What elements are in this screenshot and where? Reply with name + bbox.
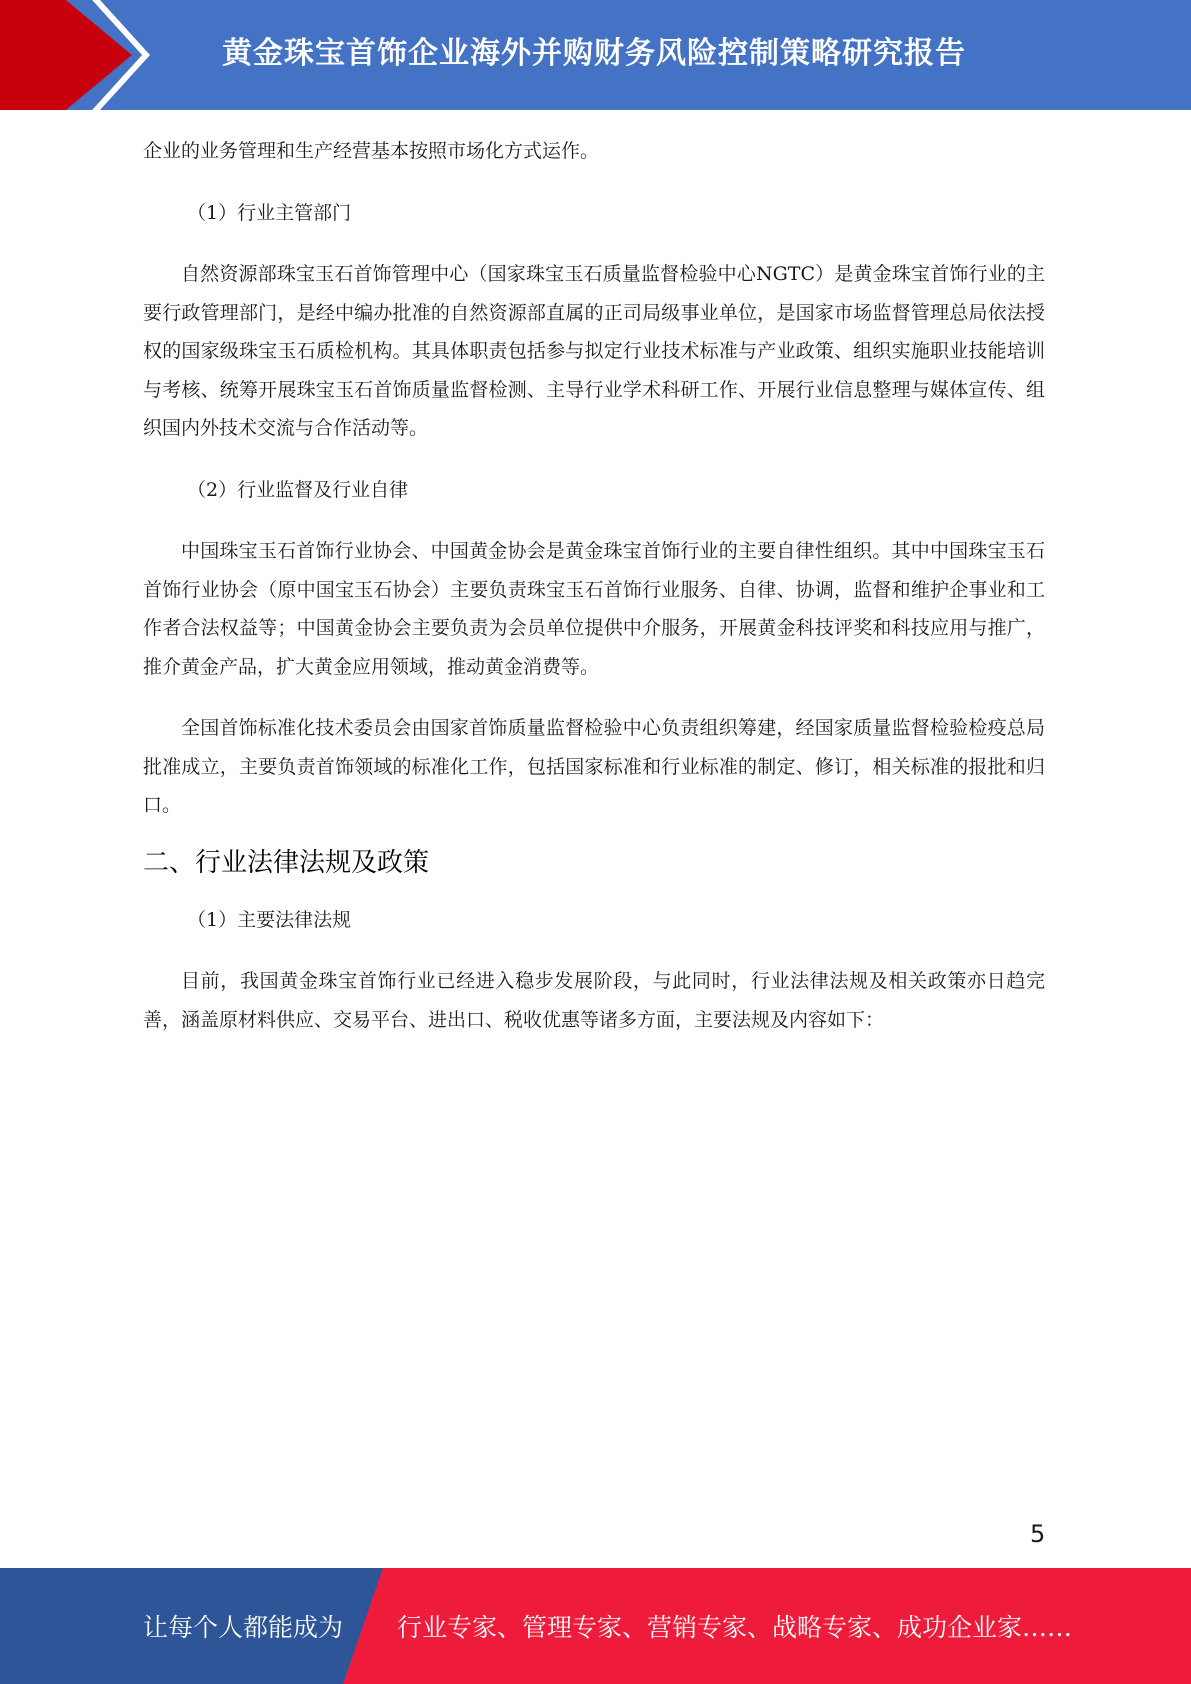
intro-paragraph: 企业的业务管理和生产经营基本按照市场化方式运作。 [143, 140, 600, 162]
report-title: 黄金珠宝首饰企业海外并购财务风险控制策略研究报告 [222, 36, 966, 71]
paragraph-ngtc: 自然资源部珠宝玉石首饰管理中心（国家珠宝玉石质量监督检验中心NGTC）是黄金珠宝首饰行业的主要行政管理部门，是经中编办批准的自然资源部直属的正司局级事业单位，是国家市场监督管理总局依法授权的国家级珠宝玉石质检机构。其具体职责包括参与拟定行业技术标准与产业政策、组织实施职业技能培训与考核、统筹开展珠宝玉石首饰质量监督检测、主导行业学术科研工作、开展行业信息整理与媒体宣传、组织国内外技术交流与合作活动等。 [143, 263, 1045, 439]
section-title: 二、行业法律法规及政策 [143, 847, 430, 878]
footer-slogan-left: 让每个人都能成为 [143, 1613, 344, 1642]
footer-slogan-right: 行业专家、管理专家、营销专家、战略专家、成功企业家…… [397, 1613, 1073, 1642]
subheading-industry-supervision: （2）行业监督及行业自律 [187, 478, 409, 501]
page-header [0, 0, 1191, 110]
paragraph-associations: 中国珠宝玉石首饰行业协会、中国黄金协会是黄金珠宝首饰行业的主要自律性组织。其中中国珠宝玉石首饰行业协会（原中国宝玉石协会）主要负责珠宝玉石首饰行业服务、自律、协调，监督和维护企事业和工作者合法权益等；中国黄金协会主要负责为会员单位提供中介服务，开展黄金科技评奖和科技应用与推广，推介黄金产品，扩大黄金应用领域，推动黄金消费等。 [143, 540, 1045, 678]
document-body [143, 132, 1045, 1039]
page-footer [0, 1568, 1191, 1684]
paragraph-standards-committee: 全国首饰标准化技术委员会由国家首饰质量监督检验中心负责组织筹建，经国家质量监督检验检疫总局批准成立，主要负责首饰领域的标准化工作，包括国家标准和行业标准的制定、修订，相关标准的报批和归口。 [143, 717, 1045, 816]
subheading-main-laws: （1）主要法律法规 [187, 908, 352, 931]
subheading-industry-authority: （1）行业主管部门 [187, 201, 352, 224]
paragraph-laws-overview: 目前，我国黄金珠宝首饰行业已经进入稳步发展阶段，与此同时，行业法律法规及相关政策亦日趋完善，涵盖原材料供应、交易平台、进出口、税收优惠等诸多方面，主要法规及内容如下： [143, 970, 1045, 1031]
page-number: 5 [1030, 1520, 1046, 1548]
